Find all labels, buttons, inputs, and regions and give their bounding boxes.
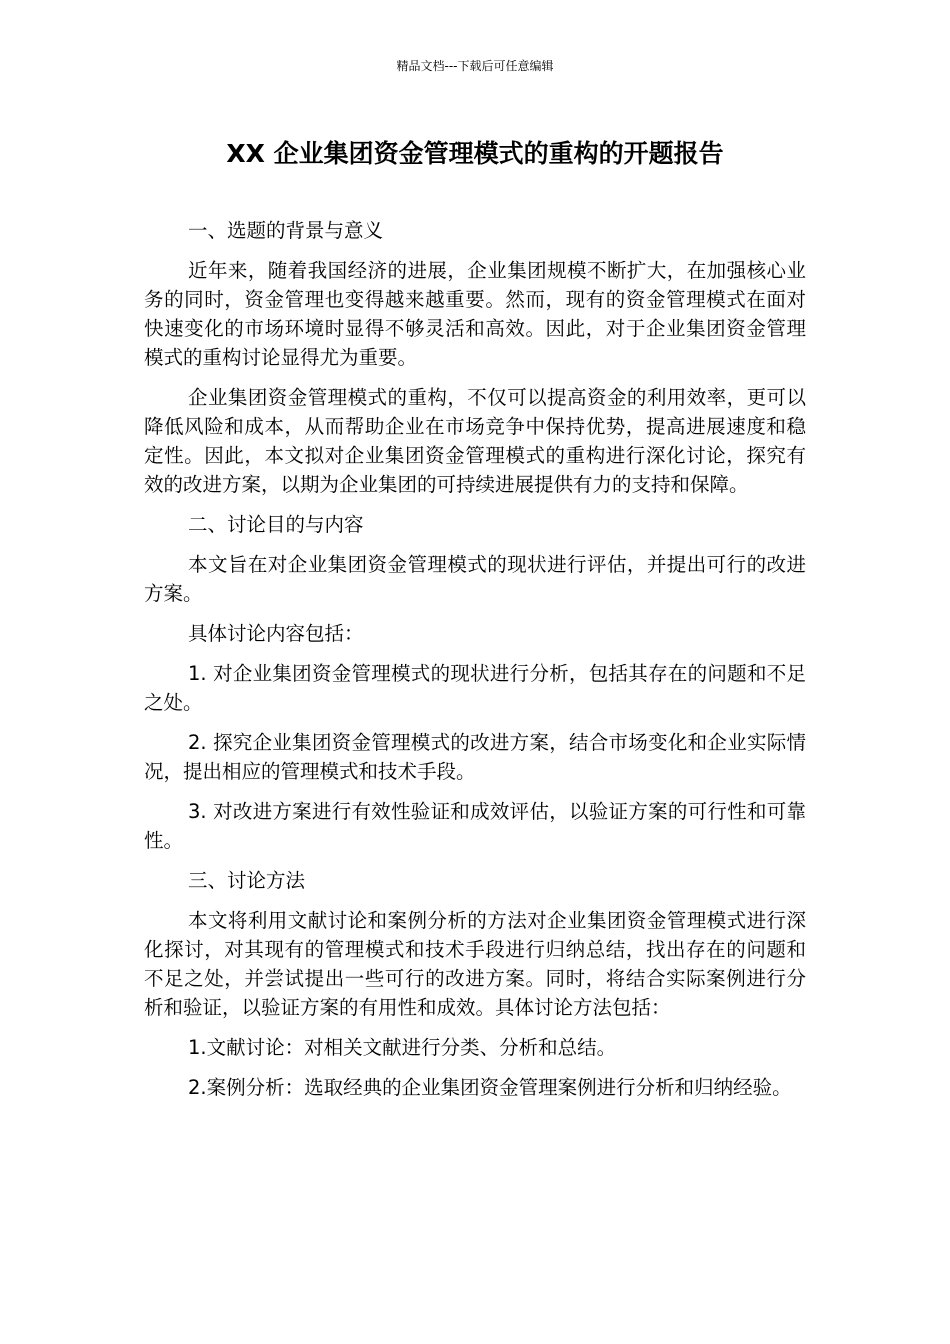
section-heading-purpose: 二、讨论目的与内容 (188, 513, 364, 536)
list-item-content-1: 1. 对企业集团资金管理模式的现状进行分析，包括其存在的问题和不足之处。 (144, 662, 806, 714)
paragraph-background-1: 近年来，随着我国经济的进展，企业集团规模不断扩大，在加强核心业务的同时，资金管理也变得越来越重要。然而，现有的资金管理模式在面对快速变化的市场环境时显得不够灵活和高效。因此，对于企业集团资金管理模式的重构讨论显得尤为重要。 (144, 259, 806, 369)
paragraph-method: 本文将利用文献讨论和案例分析的方法对企业集团资金管理模式进行深化探讨，对其现有的管理模式和技术手段进行归纳总结，找出存在的问题和不足之处，并尝试提出一些可行的改进方案。同时，将结合实际案例进行分析和验证，以验证方案的有用性和成效。具体讨论方法包括： (144, 909, 806, 1019)
section-heading-background: 一、选题的背景与意义 (188, 219, 384, 242)
document-title: XX 企业集团资金管理模式的重构的开题报告 (226, 139, 724, 168)
paragraph-content-intro: 具体讨论内容包括： (188, 622, 364, 645)
list-item-method-1: 1.文献讨论：对相关文献进行分类、分析和总结。 (188, 1036, 617, 1059)
document-body (144, 216, 806, 1113)
header-note: 精品文档---下载后可任意编辑 (396, 59, 554, 73)
list-item-content-2: 2. 探究企业集团资金管理模式的改进方案，结合市场变化和企业实际情况，提出相应的管理模式和技术手段。 (144, 731, 806, 783)
list-item-content-3: 3. 对改进方案进行有效性验证和成效评估，以验证方案的可行性和可靠性。 (144, 800, 806, 852)
paragraph-purpose: 本文旨在对企业集团资金管理模式的现状进行评估，并提出可行的改进方案。 (144, 553, 806, 605)
section-heading-method: 三、讨论方法 (188, 869, 306, 892)
list-item-method-2: 2.案例分析：选取经典的企业集团资金管理案例进行分析和归纳经验。 (188, 1076, 792, 1099)
paragraph-background-2: 企业集团资金管理模式的重构，不仅可以提高资金的利用效率，更可以降低风险和成本，从而帮助企业在市场竞争中保持优势，提高进展速度和稳定性。因此，本文拟对企业集团资金管理模式的重构进行深化讨论，探究有效的改进方案，以期为企业集团的可持续进展提供有力的支持和保障。 (144, 386, 806, 496)
